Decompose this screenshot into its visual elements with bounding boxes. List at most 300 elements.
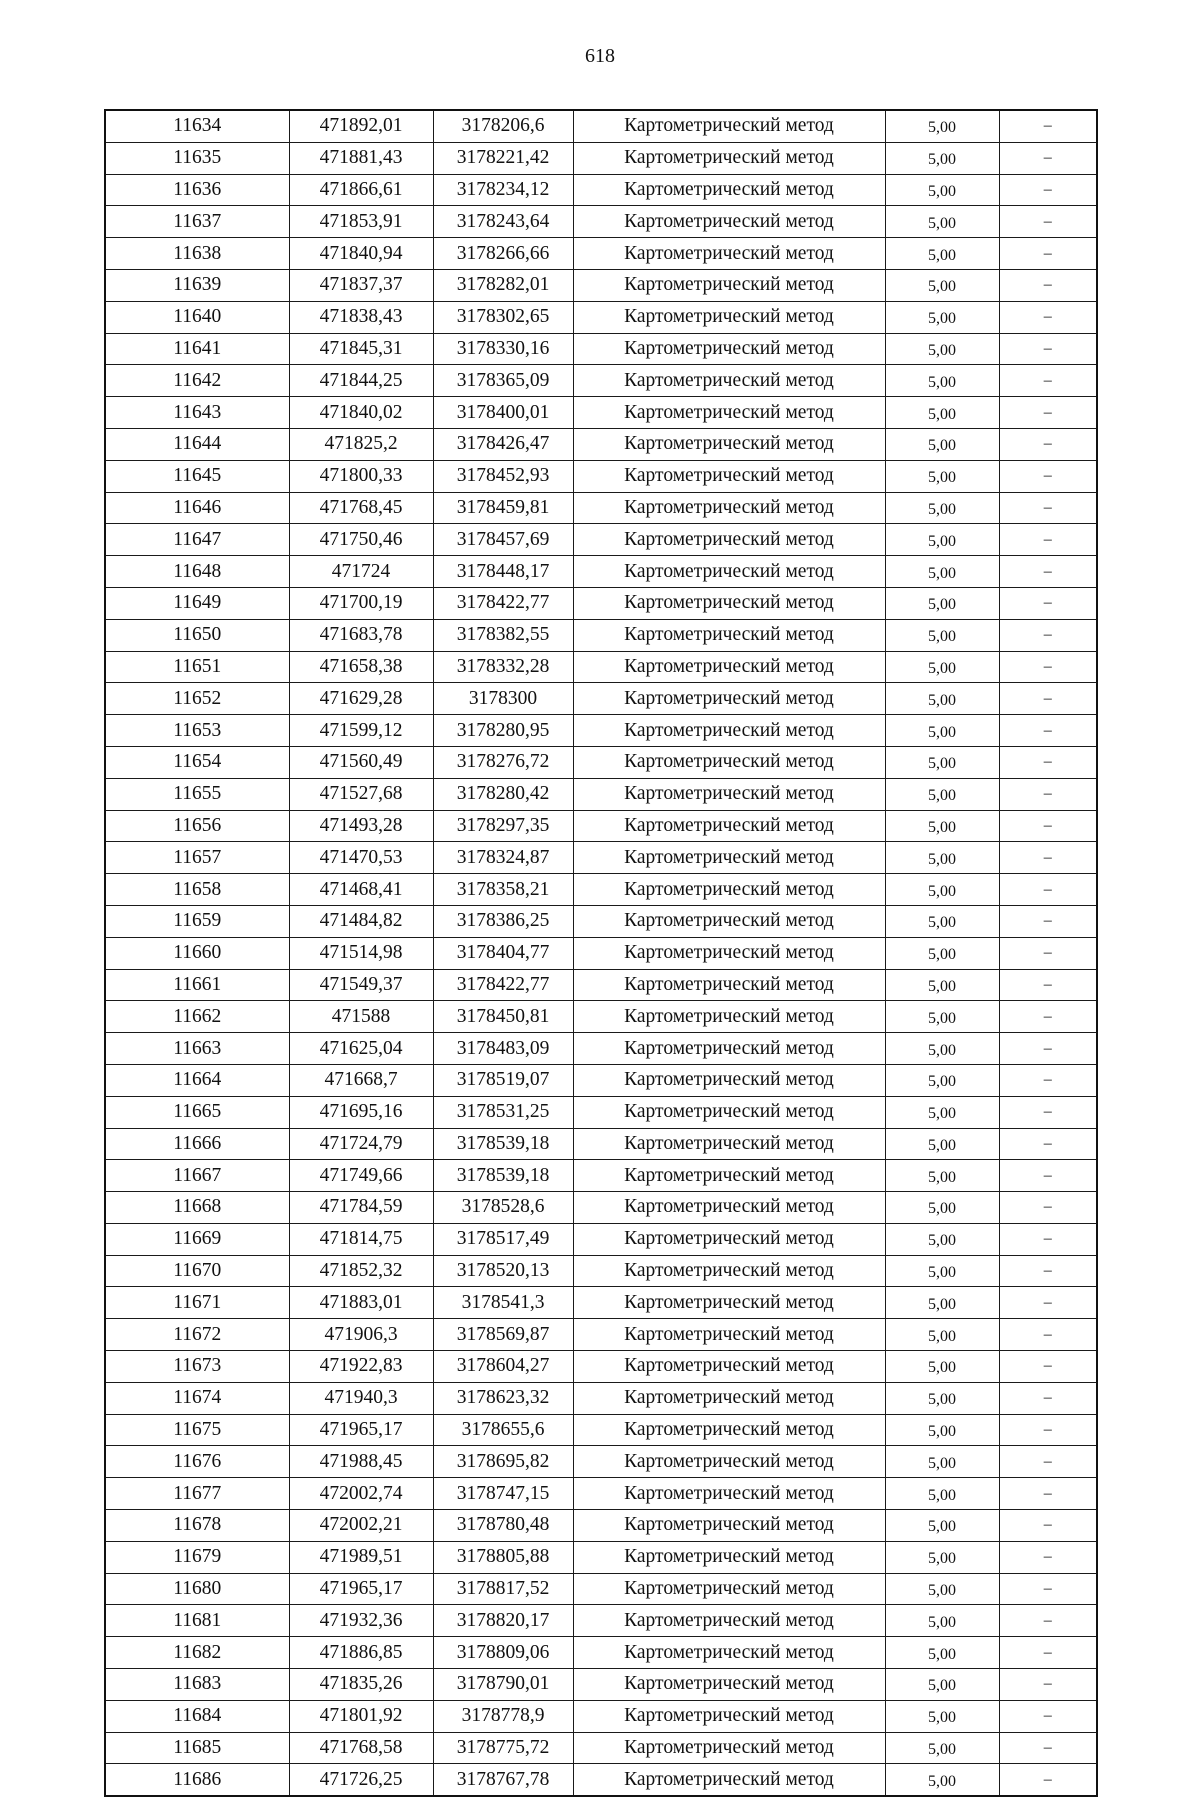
y-coordinate-cell: 3178531,25 [433, 1096, 573, 1128]
method-cell: Картометрический метод [573, 428, 885, 460]
y-coordinate-cell: 3178276,72 [433, 746, 573, 778]
x-coordinate-cell: 471965,17 [289, 1573, 433, 1605]
table-row [105, 1732, 1097, 1764]
accuracy-cell: 5,00 [885, 1478, 999, 1510]
method-cell: Картометрический метод [573, 1700, 885, 1732]
note-cell: – [999, 1351, 1097, 1383]
point-number-cell: 11641 [105, 333, 289, 365]
note-cell: – [999, 1064, 1097, 1096]
table-row [105, 1064, 1097, 1096]
table-row [105, 238, 1097, 270]
accuracy-cell: 5,00 [885, 269, 999, 301]
table-row [105, 746, 1097, 778]
point-number-cell: 11684 [105, 1700, 289, 1732]
y-coordinate-cell: 3178300 [433, 683, 573, 715]
note-cell: – [999, 1669, 1097, 1701]
y-coordinate-cell: 3178452,93 [433, 460, 573, 492]
y-coordinate-cell: 3178282,01 [433, 269, 573, 301]
x-coordinate-cell: 471726,25 [289, 1764, 433, 1796]
point-number-cell: 11657 [105, 842, 289, 874]
table-row [105, 524, 1097, 556]
y-coordinate-cell: 3178422,77 [433, 969, 573, 1001]
method-cell: Картометрический метод [573, 1637, 885, 1669]
accuracy-cell: 5,00 [885, 1414, 999, 1446]
table-row [105, 1096, 1097, 1128]
x-coordinate-cell: 471768,58 [289, 1732, 433, 1764]
x-coordinate-cell: 471560,49 [289, 746, 433, 778]
table-row [105, 683, 1097, 715]
note-cell: – [999, 1033, 1097, 1065]
table-row [105, 1510, 1097, 1542]
y-coordinate-cell: 3178422,77 [433, 587, 573, 619]
accuracy-cell: 5,00 [885, 206, 999, 238]
accuracy-cell: 5,00 [885, 651, 999, 683]
point-number-cell: 11665 [105, 1096, 289, 1128]
table-row [105, 1478, 1097, 1510]
y-coordinate-cell: 3178382,55 [433, 619, 573, 651]
point-number-cell: 11685 [105, 1732, 289, 1764]
accuracy-cell: 5,00 [885, 460, 999, 492]
table-row [105, 1446, 1097, 1478]
accuracy-cell: 5,00 [885, 301, 999, 333]
note-cell: – [999, 746, 1097, 778]
x-coordinate-cell: 471658,38 [289, 651, 433, 683]
x-coordinate-cell: 471484,82 [289, 905, 433, 937]
point-number-cell: 11645 [105, 460, 289, 492]
note-cell: – [999, 301, 1097, 333]
accuracy-cell: 5,00 [885, 715, 999, 747]
accuracy-cell: 5,00 [885, 238, 999, 270]
accuracy-cell: 5,00 [885, 746, 999, 778]
table-row [105, 1382, 1097, 1414]
point-number-cell: 11655 [105, 778, 289, 810]
point-number-cell: 11670 [105, 1255, 289, 1287]
accuracy-cell: 5,00 [885, 1510, 999, 1542]
x-coordinate-cell: 471683,78 [289, 619, 433, 651]
method-cell: Картометрический метод [573, 1605, 885, 1637]
x-coordinate-cell: 471881,43 [289, 142, 433, 174]
x-coordinate-cell: 471840,94 [289, 238, 433, 270]
table-row [105, 1414, 1097, 1446]
method-cell: Картометрический метод [573, 1541, 885, 1573]
note-cell: – [999, 1382, 1097, 1414]
x-coordinate-cell: 471750,46 [289, 524, 433, 556]
x-coordinate-cell: 471588 [289, 1001, 433, 1033]
x-coordinate-cell: 471749,66 [289, 1160, 433, 1192]
accuracy-cell: 5,00 [885, 365, 999, 397]
y-coordinate-cell: 3178539,18 [433, 1128, 573, 1160]
x-coordinate-cell: 472002,21 [289, 1510, 433, 1542]
point-number-cell: 11650 [105, 619, 289, 651]
y-coordinate-cell: 3178450,81 [433, 1001, 573, 1033]
x-coordinate-cell: 471724 [289, 556, 433, 588]
accuracy-cell: 5,00 [885, 1128, 999, 1160]
x-coordinate-cell: 471989,51 [289, 1541, 433, 1573]
note-cell: – [999, 492, 1097, 524]
x-coordinate-cell: 471470,53 [289, 842, 433, 874]
accuracy-cell: 5,00 [885, 1064, 999, 1096]
x-coordinate-cell: 471668,7 [289, 1064, 433, 1096]
note-cell: – [999, 905, 1097, 937]
x-coordinate-cell: 471493,28 [289, 810, 433, 842]
x-coordinate-cell: 471940,3 [289, 1382, 433, 1414]
table-row [105, 619, 1097, 651]
point-number-cell: 11652 [105, 683, 289, 715]
y-coordinate-cell: 3178809,06 [433, 1637, 573, 1669]
point-number-cell: 11651 [105, 651, 289, 683]
accuracy-cell: 5,00 [885, 1287, 999, 1319]
x-coordinate-cell: 471883,01 [289, 1287, 433, 1319]
note-cell: – [999, 937, 1097, 969]
method-cell: Картометрический метод [573, 969, 885, 1001]
table-row [105, 1605, 1097, 1637]
point-number-cell: 11642 [105, 365, 289, 397]
x-coordinate-cell: 471549,37 [289, 969, 433, 1001]
y-coordinate-cell: 3178805,88 [433, 1541, 573, 1573]
note-cell: – [999, 1541, 1097, 1573]
note-cell: – [999, 1096, 1097, 1128]
accuracy-cell: 5,00 [885, 937, 999, 969]
point-number-cell: 11638 [105, 238, 289, 270]
point-number-cell: 11658 [105, 874, 289, 906]
method-cell: Картометрический метод [573, 492, 885, 524]
accuracy-cell: 5,00 [885, 874, 999, 906]
x-coordinate-cell: 471629,28 [289, 683, 433, 715]
note-cell: – [999, 142, 1097, 174]
accuracy-cell: 5,00 [885, 619, 999, 651]
note-cell: – [999, 174, 1097, 206]
method-cell: Картометрический метод [573, 238, 885, 270]
table-row [105, 333, 1097, 365]
accuracy-cell: 5,00 [885, 587, 999, 619]
method-cell: Картометрический метод [573, 1510, 885, 1542]
table-row [105, 874, 1097, 906]
y-coordinate-cell: 3178820,17 [433, 1605, 573, 1637]
note-cell: – [999, 1160, 1097, 1192]
x-coordinate-cell: 471844,25 [289, 365, 433, 397]
method-cell: Картометрический метод [573, 1319, 885, 1351]
point-number-cell: 11671 [105, 1287, 289, 1319]
method-cell: Картометрический метод [573, 1223, 885, 1255]
method-cell: Картометрический метод [573, 110, 885, 142]
accuracy-cell: 5,00 [885, 1637, 999, 1669]
note-cell: – [999, 1637, 1097, 1669]
note-cell: – [999, 778, 1097, 810]
point-number-cell: 11664 [105, 1064, 289, 1096]
point-number-cell: 11672 [105, 1319, 289, 1351]
point-number-cell: 11643 [105, 397, 289, 429]
method-cell: Картометрический метод [573, 1001, 885, 1033]
accuracy-cell: 5,00 [885, 556, 999, 588]
point-number-cell: 11681 [105, 1605, 289, 1637]
point-number-cell: 11677 [105, 1478, 289, 1510]
method-cell: Картометрический метод [573, 1192, 885, 1224]
method-cell: Картометрический метод [573, 746, 885, 778]
method-cell: Картометрический метод [573, 1064, 885, 1096]
note-cell: – [999, 651, 1097, 683]
table-row [105, 460, 1097, 492]
method-cell: Картометрический метод [573, 1573, 885, 1605]
accuracy-cell: 5,00 [885, 842, 999, 874]
y-coordinate-cell: 3178790,01 [433, 1669, 573, 1701]
x-coordinate-cell: 471468,41 [289, 874, 433, 906]
table-row [105, 301, 1097, 333]
accuracy-cell: 5,00 [885, 1605, 999, 1637]
note-cell: – [999, 619, 1097, 651]
method-cell: Картометрический метод [573, 619, 885, 651]
accuracy-cell: 5,00 [885, 778, 999, 810]
y-coordinate-cell: 3178459,81 [433, 492, 573, 524]
y-coordinate-cell: 3178386,25 [433, 905, 573, 937]
y-coordinate-cell: 3178655,6 [433, 1414, 573, 1446]
x-coordinate-cell: 471768,45 [289, 492, 433, 524]
table-row [105, 428, 1097, 460]
accuracy-cell: 5,00 [885, 683, 999, 715]
method-cell: Картометрический метод [573, 206, 885, 238]
y-coordinate-cell: 3178206,6 [433, 110, 573, 142]
method-cell: Картометрический метод [573, 460, 885, 492]
method-cell: Картометрический метод [573, 1128, 885, 1160]
table-row [105, 1319, 1097, 1351]
table-row [105, 969, 1097, 1001]
note-cell: – [999, 969, 1097, 1001]
table-row [105, 1192, 1097, 1224]
point-number-cell: 11666 [105, 1128, 289, 1160]
x-coordinate-cell: 471988,45 [289, 1446, 433, 1478]
point-number-cell: 11649 [105, 587, 289, 619]
method-cell: Картометрический метод [573, 651, 885, 683]
table-row [105, 110, 1097, 142]
accuracy-cell: 5,00 [885, 174, 999, 206]
note-cell: – [999, 556, 1097, 588]
y-coordinate-cell: 3178266,66 [433, 238, 573, 270]
method-cell: Картометрический метод [573, 365, 885, 397]
method-cell: Картометрический метод [573, 1255, 885, 1287]
table-row [105, 1160, 1097, 1192]
point-number-cell: 11662 [105, 1001, 289, 1033]
point-number-cell: 11635 [105, 142, 289, 174]
note-cell: – [999, 715, 1097, 747]
y-coordinate-cell: 3178330,16 [433, 333, 573, 365]
table-row [105, 397, 1097, 429]
y-coordinate-cell: 3178767,78 [433, 1764, 573, 1796]
y-coordinate-cell: 3178400,01 [433, 397, 573, 429]
table-row [105, 1033, 1097, 1065]
accuracy-cell: 5,00 [885, 1160, 999, 1192]
y-coordinate-cell: 3178243,64 [433, 206, 573, 238]
point-number-cell: 11656 [105, 810, 289, 842]
note-cell: – [999, 1700, 1097, 1732]
y-coordinate-cell: 3178483,09 [433, 1033, 573, 1065]
note-cell: – [999, 874, 1097, 906]
note-cell: – [999, 460, 1097, 492]
x-coordinate-cell: 471922,83 [289, 1351, 433, 1383]
x-coordinate-cell: 471599,12 [289, 715, 433, 747]
y-coordinate-cell: 3178280,95 [433, 715, 573, 747]
x-coordinate-cell: 471695,16 [289, 1096, 433, 1128]
method-cell: Картометрический метод [573, 1446, 885, 1478]
note-cell: – [999, 1732, 1097, 1764]
method-cell: Картометрический метод [573, 1287, 885, 1319]
table-row [105, 937, 1097, 969]
accuracy-cell: 5,00 [885, 142, 999, 174]
accuracy-cell: 5,00 [885, 1351, 999, 1383]
note-cell: – [999, 524, 1097, 556]
y-coordinate-cell: 3178332,28 [433, 651, 573, 683]
x-coordinate-cell: 471625,04 [289, 1033, 433, 1065]
table-row [105, 842, 1097, 874]
x-coordinate-cell: 471932,36 [289, 1605, 433, 1637]
table-row [105, 365, 1097, 397]
method-cell: Картометрический метод [573, 142, 885, 174]
accuracy-cell: 5,00 [885, 1319, 999, 1351]
point-number-cell: 11648 [105, 556, 289, 588]
method-cell: Картометрический метод [573, 1732, 885, 1764]
accuracy-cell: 5,00 [885, 1223, 999, 1255]
x-coordinate-cell: 472002,74 [289, 1478, 433, 1510]
point-number-cell: 11675 [105, 1414, 289, 1446]
table-row [105, 206, 1097, 238]
method-cell: Картометрический метод [573, 842, 885, 874]
note-cell: – [999, 1764, 1097, 1796]
accuracy-cell: 5,00 [885, 1382, 999, 1414]
x-coordinate-cell: 471527,68 [289, 778, 433, 810]
point-number-cell: 11644 [105, 428, 289, 460]
method-cell: Картометрический метод [573, 905, 885, 937]
x-coordinate-cell: 471866,61 [289, 174, 433, 206]
x-coordinate-cell: 471724,79 [289, 1128, 433, 1160]
note-cell: – [999, 428, 1097, 460]
x-coordinate-cell: 471801,92 [289, 1700, 433, 1732]
y-coordinate-cell: 3178324,87 [433, 842, 573, 874]
y-coordinate-cell: 3178297,35 [433, 810, 573, 842]
accuracy-cell: 5,00 [885, 428, 999, 460]
table-row [105, 1255, 1097, 1287]
table-row [105, 269, 1097, 301]
point-number-cell: 11669 [105, 1223, 289, 1255]
note-cell: – [999, 1223, 1097, 1255]
method-cell: Картометрический метод [573, 333, 885, 365]
note-cell: – [999, 1128, 1097, 1160]
method-cell: Картометрический метод [573, 174, 885, 206]
x-coordinate-cell: 471837,37 [289, 269, 433, 301]
note-cell: – [999, 1573, 1097, 1605]
point-number-cell: 11660 [105, 937, 289, 969]
point-number-cell: 11637 [105, 206, 289, 238]
y-coordinate-cell: 3178541,3 [433, 1287, 573, 1319]
y-coordinate-cell: 3178778,9 [433, 1700, 573, 1732]
note-cell: – [999, 1414, 1097, 1446]
y-coordinate-cell: 3178539,18 [433, 1160, 573, 1192]
table-row [105, 1541, 1097, 1573]
table-row [105, 651, 1097, 683]
note-cell: – [999, 333, 1097, 365]
note-cell: – [999, 1510, 1097, 1542]
method-cell: Картометрический метод [573, 1033, 885, 1065]
point-number-cell: 11673 [105, 1351, 289, 1383]
point-number-cell: 11683 [105, 1669, 289, 1701]
method-cell: Картометрический метод [573, 1669, 885, 1701]
method-cell: Картометрический метод [573, 778, 885, 810]
method-cell: Картометрический метод [573, 1382, 885, 1414]
method-cell: Картометрический метод [573, 524, 885, 556]
table-row [105, 1001, 1097, 1033]
coordinates-table [104, 109, 1098, 1797]
accuracy-cell: 5,00 [885, 1764, 999, 1796]
point-number-cell: 11676 [105, 1446, 289, 1478]
x-coordinate-cell: 471814,75 [289, 1223, 433, 1255]
table-row [105, 492, 1097, 524]
method-cell: Картометрический метод [573, 556, 885, 588]
point-number-cell: 11661 [105, 969, 289, 1001]
x-coordinate-cell: 471838,43 [289, 301, 433, 333]
accuracy-cell: 5,00 [885, 810, 999, 842]
table-row [105, 1351, 1097, 1383]
point-number-cell: 11680 [105, 1573, 289, 1605]
table-row [105, 1287, 1097, 1319]
note-cell: – [999, 1319, 1097, 1351]
page-number: 618 [585, 45, 615, 67]
point-number-cell: 11659 [105, 905, 289, 937]
x-coordinate-cell: 471784,59 [289, 1192, 433, 1224]
note-cell: – [999, 1605, 1097, 1637]
x-coordinate-cell: 471845,31 [289, 333, 433, 365]
x-coordinate-cell: 471840,02 [289, 397, 433, 429]
x-coordinate-cell: 471853,91 [289, 206, 433, 238]
method-cell: Картометрический метод [573, 587, 885, 619]
y-coordinate-cell: 3178457,69 [433, 524, 573, 556]
accuracy-cell: 5,00 [885, 110, 999, 142]
point-number-cell: 11679 [105, 1541, 289, 1573]
point-number-cell: 11674 [105, 1382, 289, 1414]
y-coordinate-cell: 3178234,12 [433, 174, 573, 206]
accuracy-cell: 5,00 [885, 1669, 999, 1701]
x-coordinate-cell: 471700,19 [289, 587, 433, 619]
y-coordinate-cell: 3178448,17 [433, 556, 573, 588]
note-cell: – [999, 1478, 1097, 1510]
note-cell: – [999, 397, 1097, 429]
y-coordinate-cell: 3178426,47 [433, 428, 573, 460]
table-row [105, 715, 1097, 747]
x-coordinate-cell: 471906,3 [289, 1319, 433, 1351]
note-cell: – [999, 683, 1097, 715]
note-cell: – [999, 1287, 1097, 1319]
coordinates-table-body [105, 110, 1097, 1796]
method-cell: Картометрический метод [573, 1096, 885, 1128]
point-number-cell: 11654 [105, 746, 289, 778]
note-cell: – [999, 1255, 1097, 1287]
accuracy-cell: 5,00 [885, 1192, 999, 1224]
table-row [105, 778, 1097, 810]
point-number-cell: 11636 [105, 174, 289, 206]
y-coordinate-cell: 3178517,49 [433, 1223, 573, 1255]
accuracy-cell: 5,00 [885, 969, 999, 1001]
method-cell: Картометрический метод [573, 874, 885, 906]
table-row [105, 1764, 1097, 1796]
x-coordinate-cell: 471965,17 [289, 1414, 433, 1446]
x-coordinate-cell: 471886,85 [289, 1637, 433, 1669]
accuracy-cell: 5,00 [885, 524, 999, 556]
note-cell: – [999, 206, 1097, 238]
accuracy-cell: 5,00 [885, 1541, 999, 1573]
point-number-cell: 11663 [105, 1033, 289, 1065]
x-coordinate-cell: 471800,33 [289, 460, 433, 492]
accuracy-cell: 5,00 [885, 1700, 999, 1732]
point-number-cell: 11640 [105, 301, 289, 333]
y-coordinate-cell: 3178775,72 [433, 1732, 573, 1764]
point-number-cell: 11653 [105, 715, 289, 747]
table-row [105, 1573, 1097, 1605]
